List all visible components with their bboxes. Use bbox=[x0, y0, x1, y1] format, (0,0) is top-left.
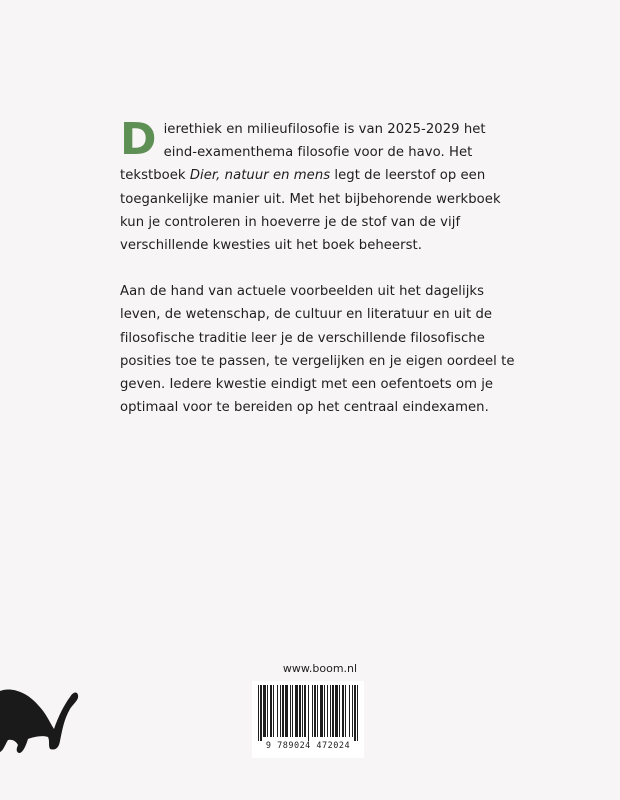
book-title: Dier, natuur en mens bbox=[189, 168, 331, 184]
barcode-bar bbox=[273, 685, 274, 737]
drop-cap: D bbox=[120, 114, 157, 165]
blurb-paragraph-1 bbox=[120, 114, 520, 257]
barcode-bar bbox=[270, 685, 272, 737]
barcode-bar bbox=[320, 685, 323, 737]
barcode-bar bbox=[299, 685, 301, 737]
blurb-paragraph-2: Aan de hand van actuele voorbeelden uit het dagelijks leven, de wetenschap, de cultuur en literatuur en uit de filosofische traditie leer je de verschillende filosofische posities toe te passen, te vergelijken en je eigen oordeel te geven. Iedere kwestie eindigt met een oefentoets om je optimaal voor te bereiden op het centraal eindexamen. bbox=[120, 284, 515, 416]
barcode-bar bbox=[260, 685, 262, 741]
barcode-bar bbox=[290, 685, 291, 737]
barcode-bar bbox=[282, 685, 284, 737]
barcode-bar bbox=[258, 685, 259, 741]
barcode-bar bbox=[352, 685, 353, 737]
back-cover-blurb bbox=[120, 114, 520, 419]
barcode-bar bbox=[308, 685, 309, 741]
barcode-bar bbox=[312, 685, 313, 737]
barcode-bars bbox=[258, 685, 358, 741]
blurb-p1-text-a: ierethiek en milieufilosofie is van 2025-2029 het eind-examenthema filosofie voor de havo. Het tekstboek bbox=[120, 122, 486, 184]
barcode-bar bbox=[267, 685, 268, 737]
barcode-bar bbox=[339, 685, 340, 737]
barcode-bar bbox=[330, 685, 331, 737]
cat-silhouette-icon bbox=[0, 683, 82, 755]
barcode-bar bbox=[314, 685, 316, 737]
barcode-bar bbox=[317, 685, 318, 737]
publisher-url: www.boom.nl bbox=[282, 662, 358, 675]
barcode-bar bbox=[357, 685, 358, 741]
barcode-bar bbox=[345, 685, 346, 737]
barcode-bar bbox=[280, 685, 281, 737]
barcode-bar bbox=[263, 685, 266, 737]
isbn-number: 9 789024 472024 bbox=[265, 741, 351, 751]
barcode-bar bbox=[354, 685, 356, 741]
barcode-bar bbox=[277, 685, 278, 737]
barcode-bar bbox=[342, 685, 344, 737]
barcode-bar bbox=[295, 685, 298, 737]
isbn-barcode bbox=[252, 681, 364, 758]
barcode-bar bbox=[304, 685, 306, 737]
barcode-bar bbox=[292, 685, 293, 737]
barcode-bar bbox=[327, 685, 328, 737]
barcode-bar bbox=[349, 685, 350, 737]
barcode-bar bbox=[332, 685, 334, 737]
barcode-bar bbox=[285, 685, 288, 737]
barcode-bar bbox=[302, 685, 303, 737]
blurb-p1-text-b: legt de leerstof op een toegankelijke manier uit. Met het bijbehorende werkboek kun je controleren in hoeverre je de stof van de vijf verschillende kwesties uit het boek beheerst. bbox=[120, 168, 501, 254]
barcode-bar bbox=[324, 685, 325, 737]
barcode-bar bbox=[335, 685, 338, 737]
